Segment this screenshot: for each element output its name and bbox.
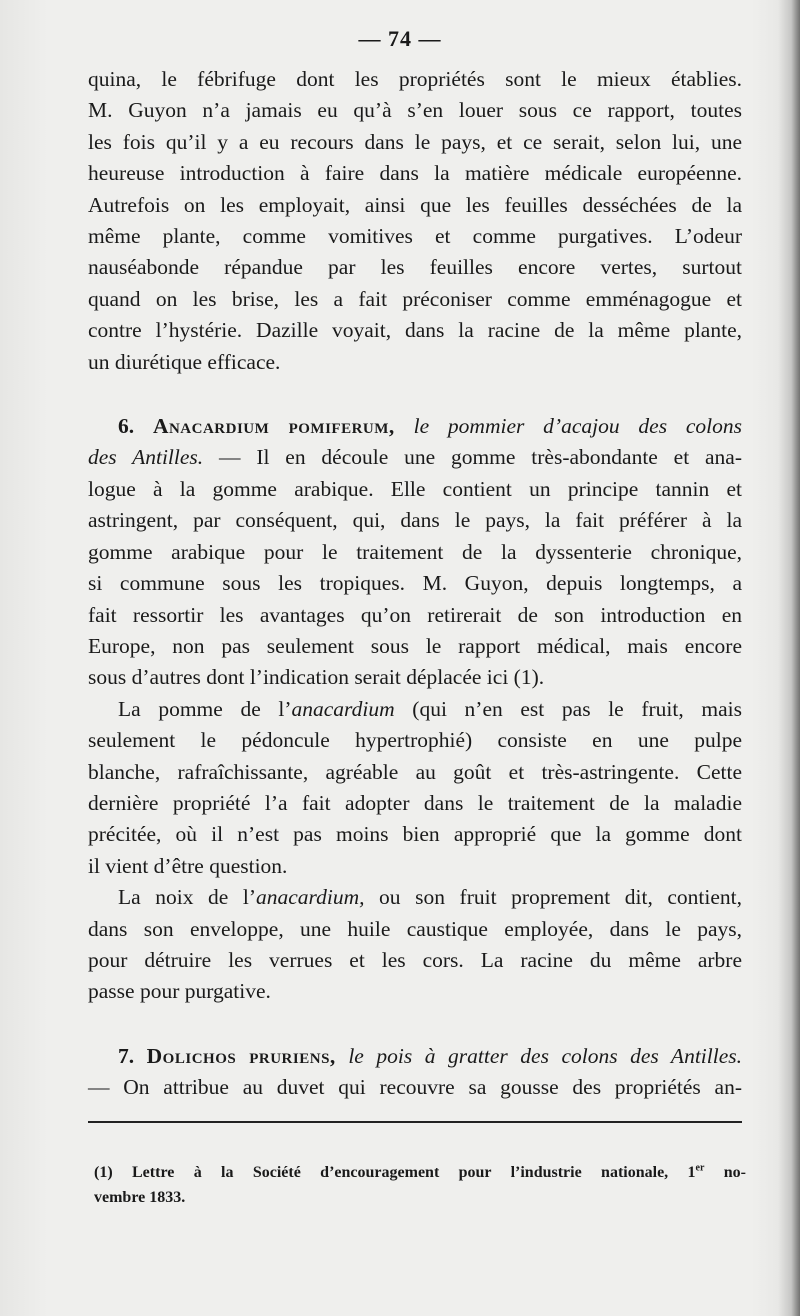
footnote-rule [88,1121,742,1123]
page-number: — 74 — [358,26,442,51]
text-line: nauséabonde répandue par les feuilles encore vertes, surtout [88,255,742,280]
text-line: logue à la gomme arabique. Elle contient un principe tannin et [88,476,742,501]
text-fragment: — Il en découle une gomme très-abondante et ana- [203,445,742,470]
common-name-cont: des Antilles. [88,445,204,470]
text-line: dans son enveloppe, une huile caustique employée, dans le pays, [88,916,742,941]
footnote [94,1160,746,1210]
text-line: même plante, comme vomitives et comme purgatives. L’odeur [88,224,742,249]
text-line: précitée, où il n’est pas moins bien approprié que la gomme dont [88,822,742,847]
footnote-text: (1) Lettre à la Société d’encouragement pour l’industrie nationale, 1 [94,1164,696,1181]
section-anacardium [88,411,742,1008]
text-line: dernière propriété l’a fait adopter dans le traitement de la maladie [88,790,742,815]
text-line [88,694,742,725]
text-fragment: ou son fruit proprement dit, contient, [364,885,743,910]
section-number: 6. [118,414,135,439]
section-dolichos [88,1041,742,1104]
italic-term: anacardium, [256,885,365,910]
paragraph-quina [88,64,742,378]
italic-term: anacardium [291,696,395,721]
species-name: Dolichos pruriens, [146,1043,336,1068]
text-line [88,882,742,913]
species-name: Anacardium pomiferum, [152,414,395,439]
text-line: blanche, rafraîchissante, agréable au goût et très-astringente. Cette [88,759,742,784]
text-line: passe pour purgative. [88,979,271,1004]
text-line [88,442,742,473]
footnote-text: no- [704,1164,746,1181]
text-line: si commune sous les tropiques. M. Guyon, depuis longtemps, a [88,571,742,596]
text-line: pour détruire les verrues et les cors. La racine du même arbre [88,947,742,972]
text-line: astringent, par conséquent, qui, dans le pays, la fait préférer à la [88,508,742,533]
section-heading-line [88,411,742,442]
page-body [88,64,742,1104]
footnote-line: vembre 1833. [94,1189,186,1206]
text-line: contre l’hystérie. Dazille voyait, dans la racine de la même plante, [88,318,742,343]
section-number: 7. [118,1043,135,1068]
text-fragment: (qui n’en est pas le fruit, mais [394,696,742,721]
text-line: les fois qu’il y a eu recours dans le pays, et ce serait, selon lui, une [88,129,742,154]
text-line: un diurétique efficace. [88,349,281,374]
text-line: M. Guyon n’a jamais eu qu’à s’en louer sous ce rapport, toutes [88,98,742,123]
text-line: quina, le fébrifuge dont les propriétés sont le mieux établies. [88,67,742,91]
text-fragment: La pomme de l’ [118,696,292,721]
text-line: sous d’autres dont l’indication serait déplacée ici (1). [88,665,545,690]
text-line: Autrefois on les employait, ainsi que les feuilles desséchées de la [88,192,742,217]
text-line: gomme arabique pour le traitement de la dyssenterie chronique, [88,539,742,564]
text-line: il vient d’être question. [88,853,288,878]
text-line: fait ressortir les avantages qu’on retirerait de son introduction en [88,602,742,627]
common-name: le pommier d’acajou des colons [413,414,743,439]
text-line: Europe, non pas seulement sous le rapport médical, mais encore [88,633,742,658]
page-edge-shadow [778,0,800,1316]
text-line: heureuse introduction à faire dans la matière médicale européenne. [88,161,742,186]
footnote-superscript: er [695,1162,705,1174]
section-gap [88,378,742,411]
text-line: quand on les brise, les a fait préconiser comme emménagogue et [88,286,742,311]
section-heading-line [88,1041,742,1072]
footnote-line [94,1160,746,1185]
text-line: — On attribue au duvet qui recouvre sa gousse des propriétés an- [88,1075,742,1100]
text-line: seulement le pédoncule hypertrophié) consiste en une pulpe [88,728,742,753]
text-fragment: La noix de l’ [118,885,256,910]
section-gap [88,1008,742,1041]
common-name: le pois à gratter des colons des Antilles. [348,1043,742,1068]
